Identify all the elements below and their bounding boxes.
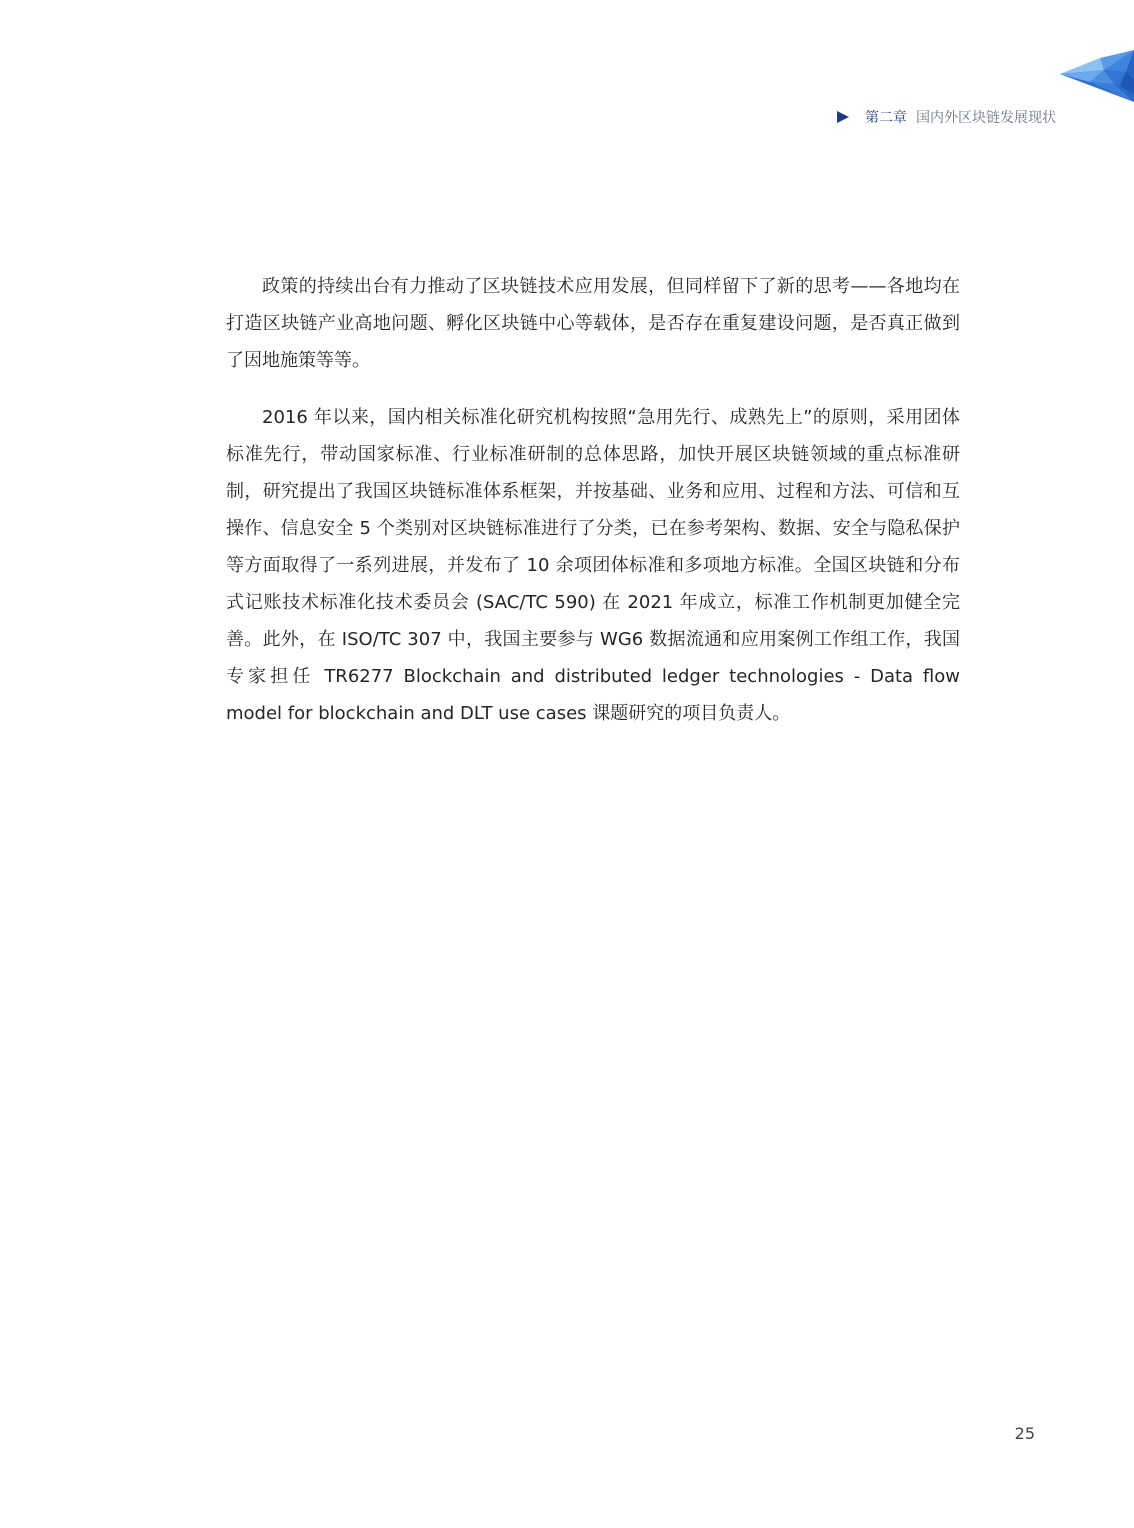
running-header (837, 106, 1056, 128)
blue-triangle-decoration (1060, 50, 1134, 102)
page-number: 25 (1014, 1424, 1035, 1443)
chapter-label: 第二章 (865, 110, 907, 126)
triangle-right-icon (837, 111, 849, 123)
paragraph: 政策的持续出台有力推动了区块链技术应用发展，但同样留下了新的思考——各地均在打造区块链产业高地问题、孵化区块链中心等载体，是否存在重复建设问题，是否真正做到了因地施策等等。 (226, 276, 960, 371)
chapter-title: 国内外区块链发展现状 (916, 110, 1056, 126)
body-text (226, 268, 960, 752)
paragraph: 2016 年以来，国内相关标准化研究机构按照“急用先行、成熟先上”的原则，采用团体标准先行，带动国家标准、行业标准研制的总体思路，加快开展区块链领域的重点标准研制，研究提出了我国区块链标准体系框架，并按基础、业务和应用、过程和方法、可信和互操作、信息安全 5 个类别对区块链标准进行了分类，已在参考架构、数据、安全与隐私保护等方面取得了一系列进展，并发布了 10 余项团体标准和多项地方标准。全国区块链和分布式记账技术标准化技术委员会 (SAC/TC 590) 在 2021 年成立，标准工作机制更加健全完善。此外，在 ISO/TC 307 中，我国主要参与 WG6 数据流通和应用案例工作组工作，我国专家担任 TR6277 Blockchain and distributed ledger technologies - Data flow model for blockchain and DLT use cases 课题研究的项目负责人。 (226, 407, 960, 724)
